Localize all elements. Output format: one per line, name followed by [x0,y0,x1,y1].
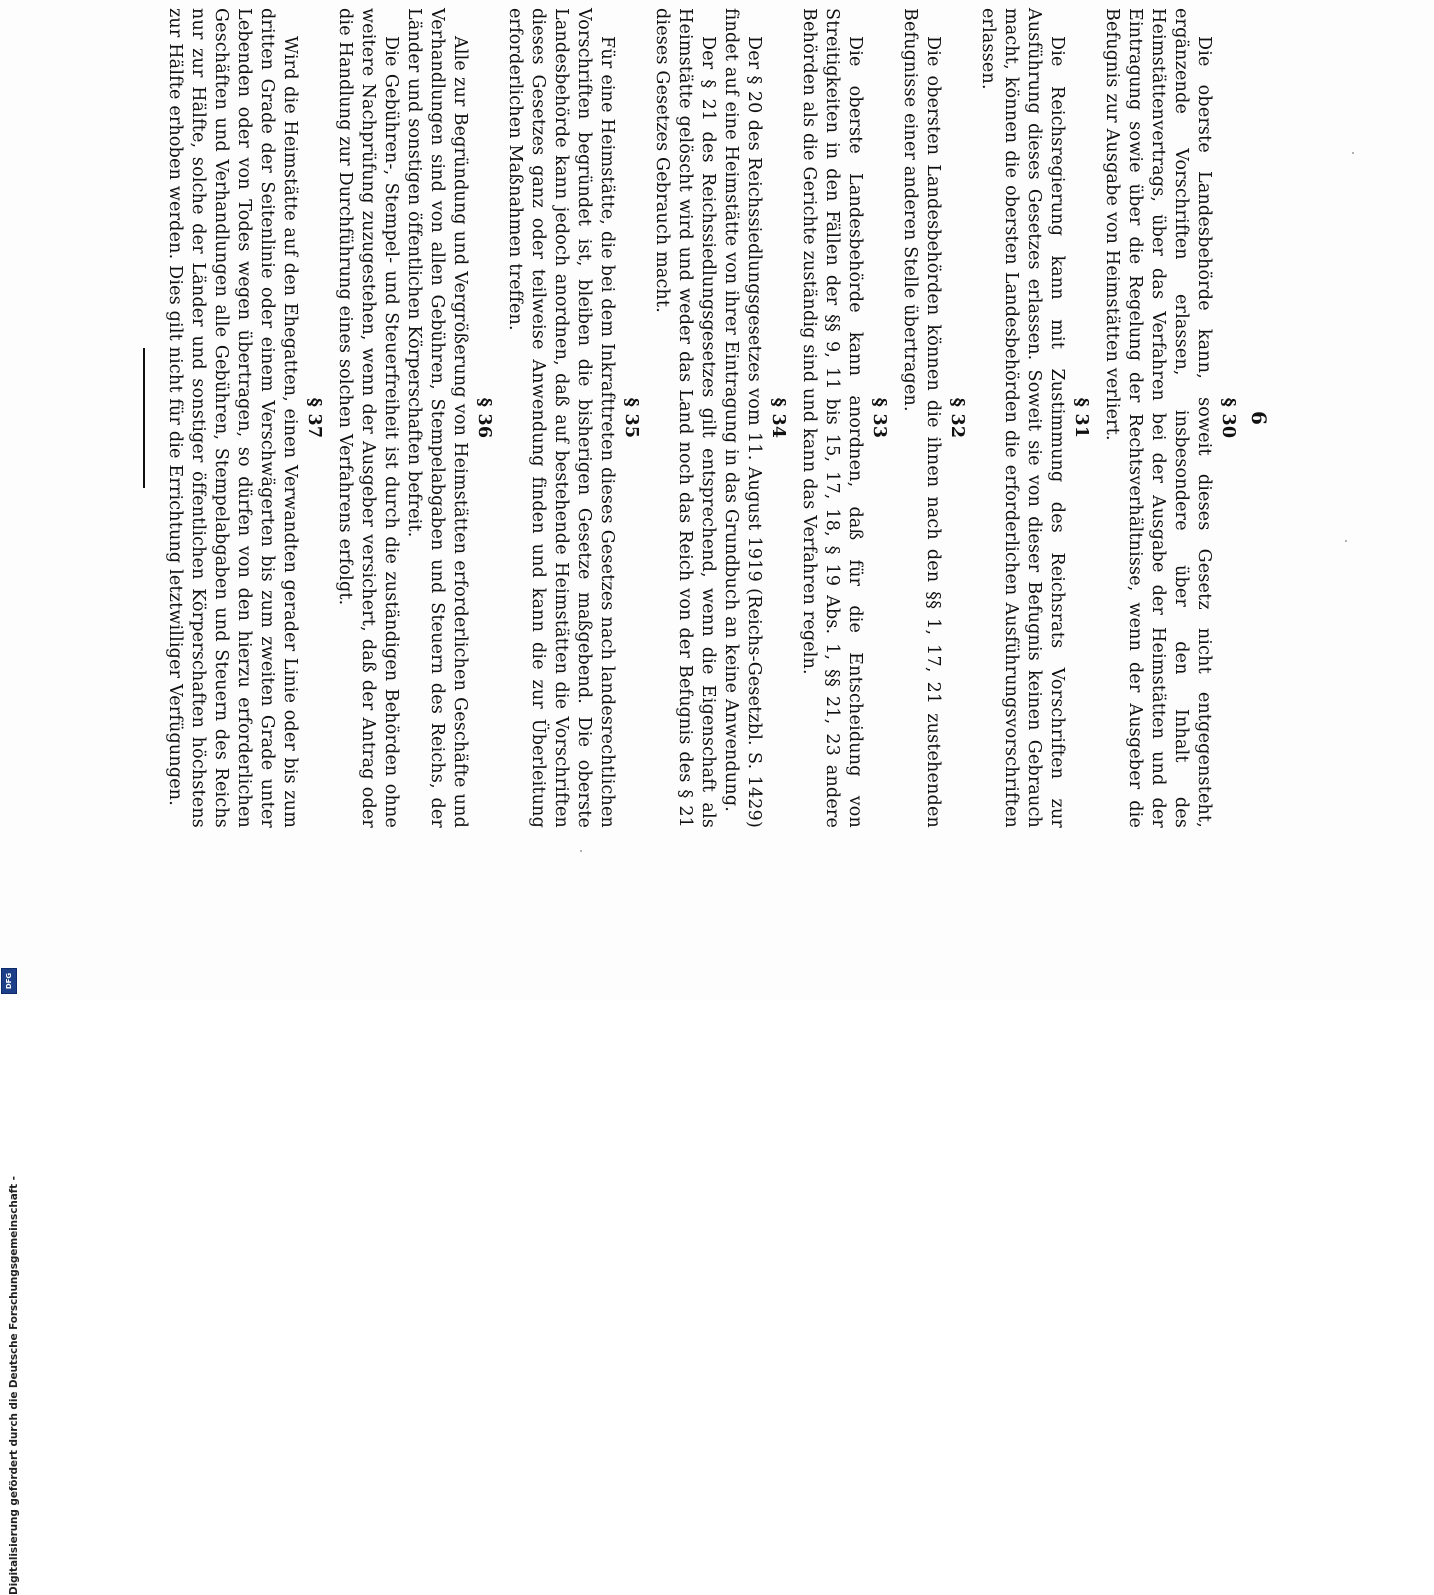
section-heading: § 37 [304,397,324,439]
section-paragraph: Die oberste Landesbehörde kann anordnen, daß für die Entscheidung von Streitigkeiten in den Fällen der §§ 9, 11 bis 15, 17, 18, § 19 Abs. 1, §§ 21, 23 andere Behörden als die Gerichte zuständig sind und kann das Verfahren regeln. [799,8,865,828]
section-31 [976,8,1092,828]
section-34 [650,8,789,828]
dfg-logo-text: DFG [5,972,13,990]
section-paragraph: Wird die Heimstätte auf den Ehegatten, einen Verwandten gerader Linie oder bis zum dritten Grade der Seitenlinie oder einem Verschwägerten bis zum zweiten Grade unter Lebenden oder von Todes wegen übertragen, so dürfen von den hierzu erforderlichen Geschäften und Verhandlungen alle Gebühren, Stempelabgaben und Steuern des Reichs nur zur Hälfte, solche der Länder und sonstiger öffentlichen Körperschaften höchstens zur Hälfte erhoben werden. Dies gilt nicht für die Errichtung letztwilliger Verfügungen. [165,8,300,828]
section-32 [898,8,968,828]
section-36 [333,8,495,828]
section-paragraph: Die obersten Landesbehörden können die ihnen nach den §§ 1, 17, 21 zustehenden Befugnisse einer anderen Stelle übertragen. [900,8,943,828]
section-paragraph: Die Gebühren-, Stempel- und Steuerfreiheit ist durch die zuständigen Behörden ohne weitere Nachprüfung zuzugestehen, wenn der Ausgeber versichert, daß der Antrag oder die Handlung zur Durchführung eines solchen Verfahrens erfolgt. [335,8,401,828]
rotated-text-block [165,8,1271,828]
section-paragraph: Der § 21 des Reichssiedlungsgesetzes gilt entsprechend, wenn die Eigenschaft als Heimstätte gelöscht wird und weder das Land noch das Reich von der Befugnis des § 21 dieses Gesetzes Gebrauch macht. [652,8,718,828]
section-paragraph: Alle zur Begründung und Vergrößerung von Heimstätten erforderlichen Geschäfte und Verhandlungen sind von allen Gebühren, Stempelabgaben und Steuern des Reichs, der Länder und sonstigen öffentlichen Körperschaften befreit. [404,8,470,828]
dfg-logo [1,968,17,994]
section-37 [163,8,325,828]
scan-speck [1345,540,1347,542]
section-35 [503,8,642,828]
section-30 [1100,8,1239,828]
scan-speck [580,850,582,852]
end-rule-divider [143,348,145,488]
section-paragraph: Für eine Heimstätte, die bei dem Inkrafttreten dieses Gesetzes nach landesrechtlichen Vorschriften begründet ist, bleiben die bisherigen Gesetze maßgebend. Die oberste Landesbehörde kann jedoch anordnen, daß auf bestehende Heimstätten die Vorschriften dieses Gesetzes ganz oder teilweise Anwendung finden und kann die zur Überleitung erforderlichen Maßnahmen treffen. [505,8,617,828]
section-heading: § 30 [1218,397,1238,439]
section-33 [797,8,890,828]
section-heading: § 34 [768,397,788,439]
section-paragraph: Die Reichsregierung kann mit Zustimmung des Reichsrats Vorschriften zur Ausführung dieses Gesetzes erlassen. Soweit sie von dieser Befugnis keinen Gebrauch macht, können die obersten Landesbehörden die erforderlichen Ausführungsvorschriften erlassen. [978,8,1067,828]
section-heading: § 35 [621,397,641,439]
digitization-credit: Digitalisierung gefördert durch die Deutsche Forschungsgemeinschaft - [8,1176,20,1595]
scan-speck [1352,152,1354,154]
section-heading: § 31 [1071,397,1091,439]
page-number: 6 [1247,410,1271,426]
section-heading: § 32 [947,397,967,439]
section-paragraph: Der § 20 des Reichssiedlungsgesetzes vom 11. August 1919 (Reichs-Gesetzbl. S. 1429) findet auf eine Heimstätte von ihrer Eintragung in das Grundbuch an keine Anwendung. [721,8,764,828]
section-heading: § 36 [474,397,494,439]
section-paragraph: Die oberste Landesbehörde kann, soweit dieses Gesetz nicht entgegensteht, ergänzende Vorschriften erlassen, insbesondere über den Inhalt des Heimstättenvertrags, über das Verfahren bei der Ausgabe der Heimstätten und der Eintragung sowie über die Regelung der Rechtsverhältnisse, wenn der Ausgeber die Befugnis zur Ausgabe von Heimstätten verliert. [1102,8,1214,828]
section-heading: § 33 [869,397,889,439]
digitization-credit-strip [0,600,20,1595]
